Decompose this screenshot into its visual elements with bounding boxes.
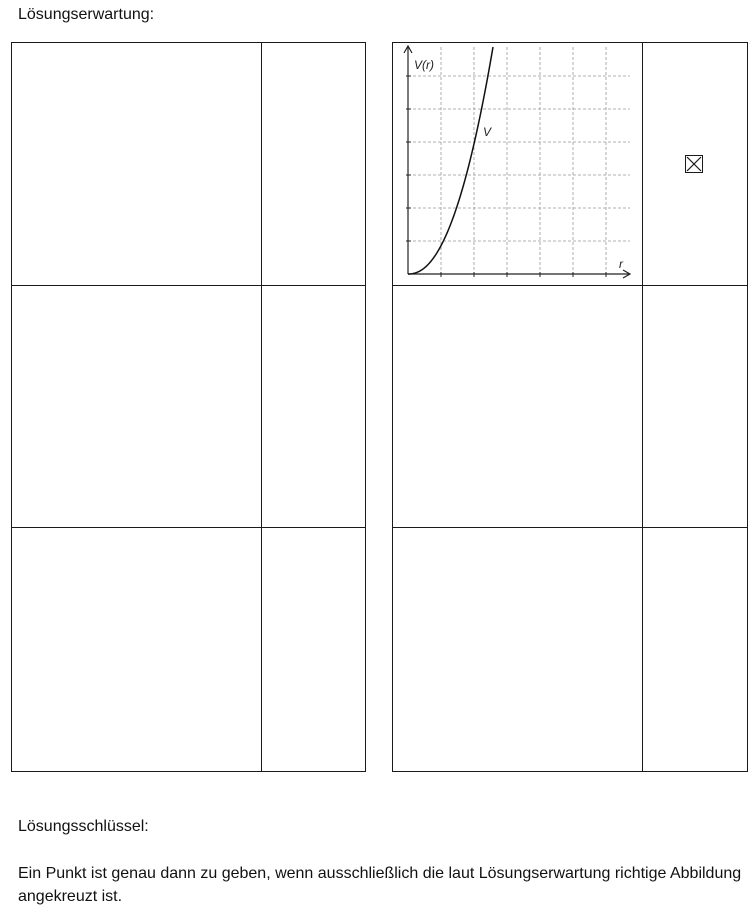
volume-graph — [393, 43, 643, 286]
grid-lines — [408, 47, 630, 274]
axes — [404, 46, 630, 278]
figure-cell-4 — [393, 286, 643, 528]
solution-key-text: Ein Punkt ist genau dann zu geben, wenn ausschließlich die laut Lösungserwartung richtige Abbildung angekreuzt ist. — [18, 865, 742, 905]
y-axis-label-var: r — [426, 58, 430, 72]
checkbox-cell-6[interactable] — [643, 528, 747, 771]
cross-icon — [686, 156, 702, 172]
y-axis-label — [414, 58, 434, 72]
answer-table-right — [392, 42, 748, 772]
checkbox-checked[interactable] — [685, 155, 703, 173]
answer-table-left — [11, 42, 366, 772]
y-axis-label-fn: V( — [414, 58, 426, 72]
figure-cell-5 — [12, 528, 262, 771]
figure-cell-2 — [393, 43, 643, 286]
tick-marks — [406, 76, 606, 277]
checkbox-cell-5[interactable] — [262, 528, 365, 771]
y-axis-label-close: ) — [430, 58, 434, 72]
checkbox-cell-2[interactable] — [643, 43, 747, 286]
curve-label: V — [483, 125, 492, 139]
figure-cell-6 — [393, 528, 643, 771]
figure-cell-3 — [12, 286, 262, 528]
page-title: Lösungserwartung: — [18, 6, 155, 23]
figure-cell-1 — [12, 43, 262, 286]
x-axis-label: r — [619, 257, 623, 271]
checkbox-cell-1[interactable] — [262, 43, 365, 286]
curve-v — [408, 47, 493, 274]
checkbox-cell-4[interactable] — [643, 286, 747, 528]
checkbox-cell-3[interactable] — [262, 286, 365, 528]
solution-key-title: Lösungsschlüssel: — [18, 818, 149, 835]
